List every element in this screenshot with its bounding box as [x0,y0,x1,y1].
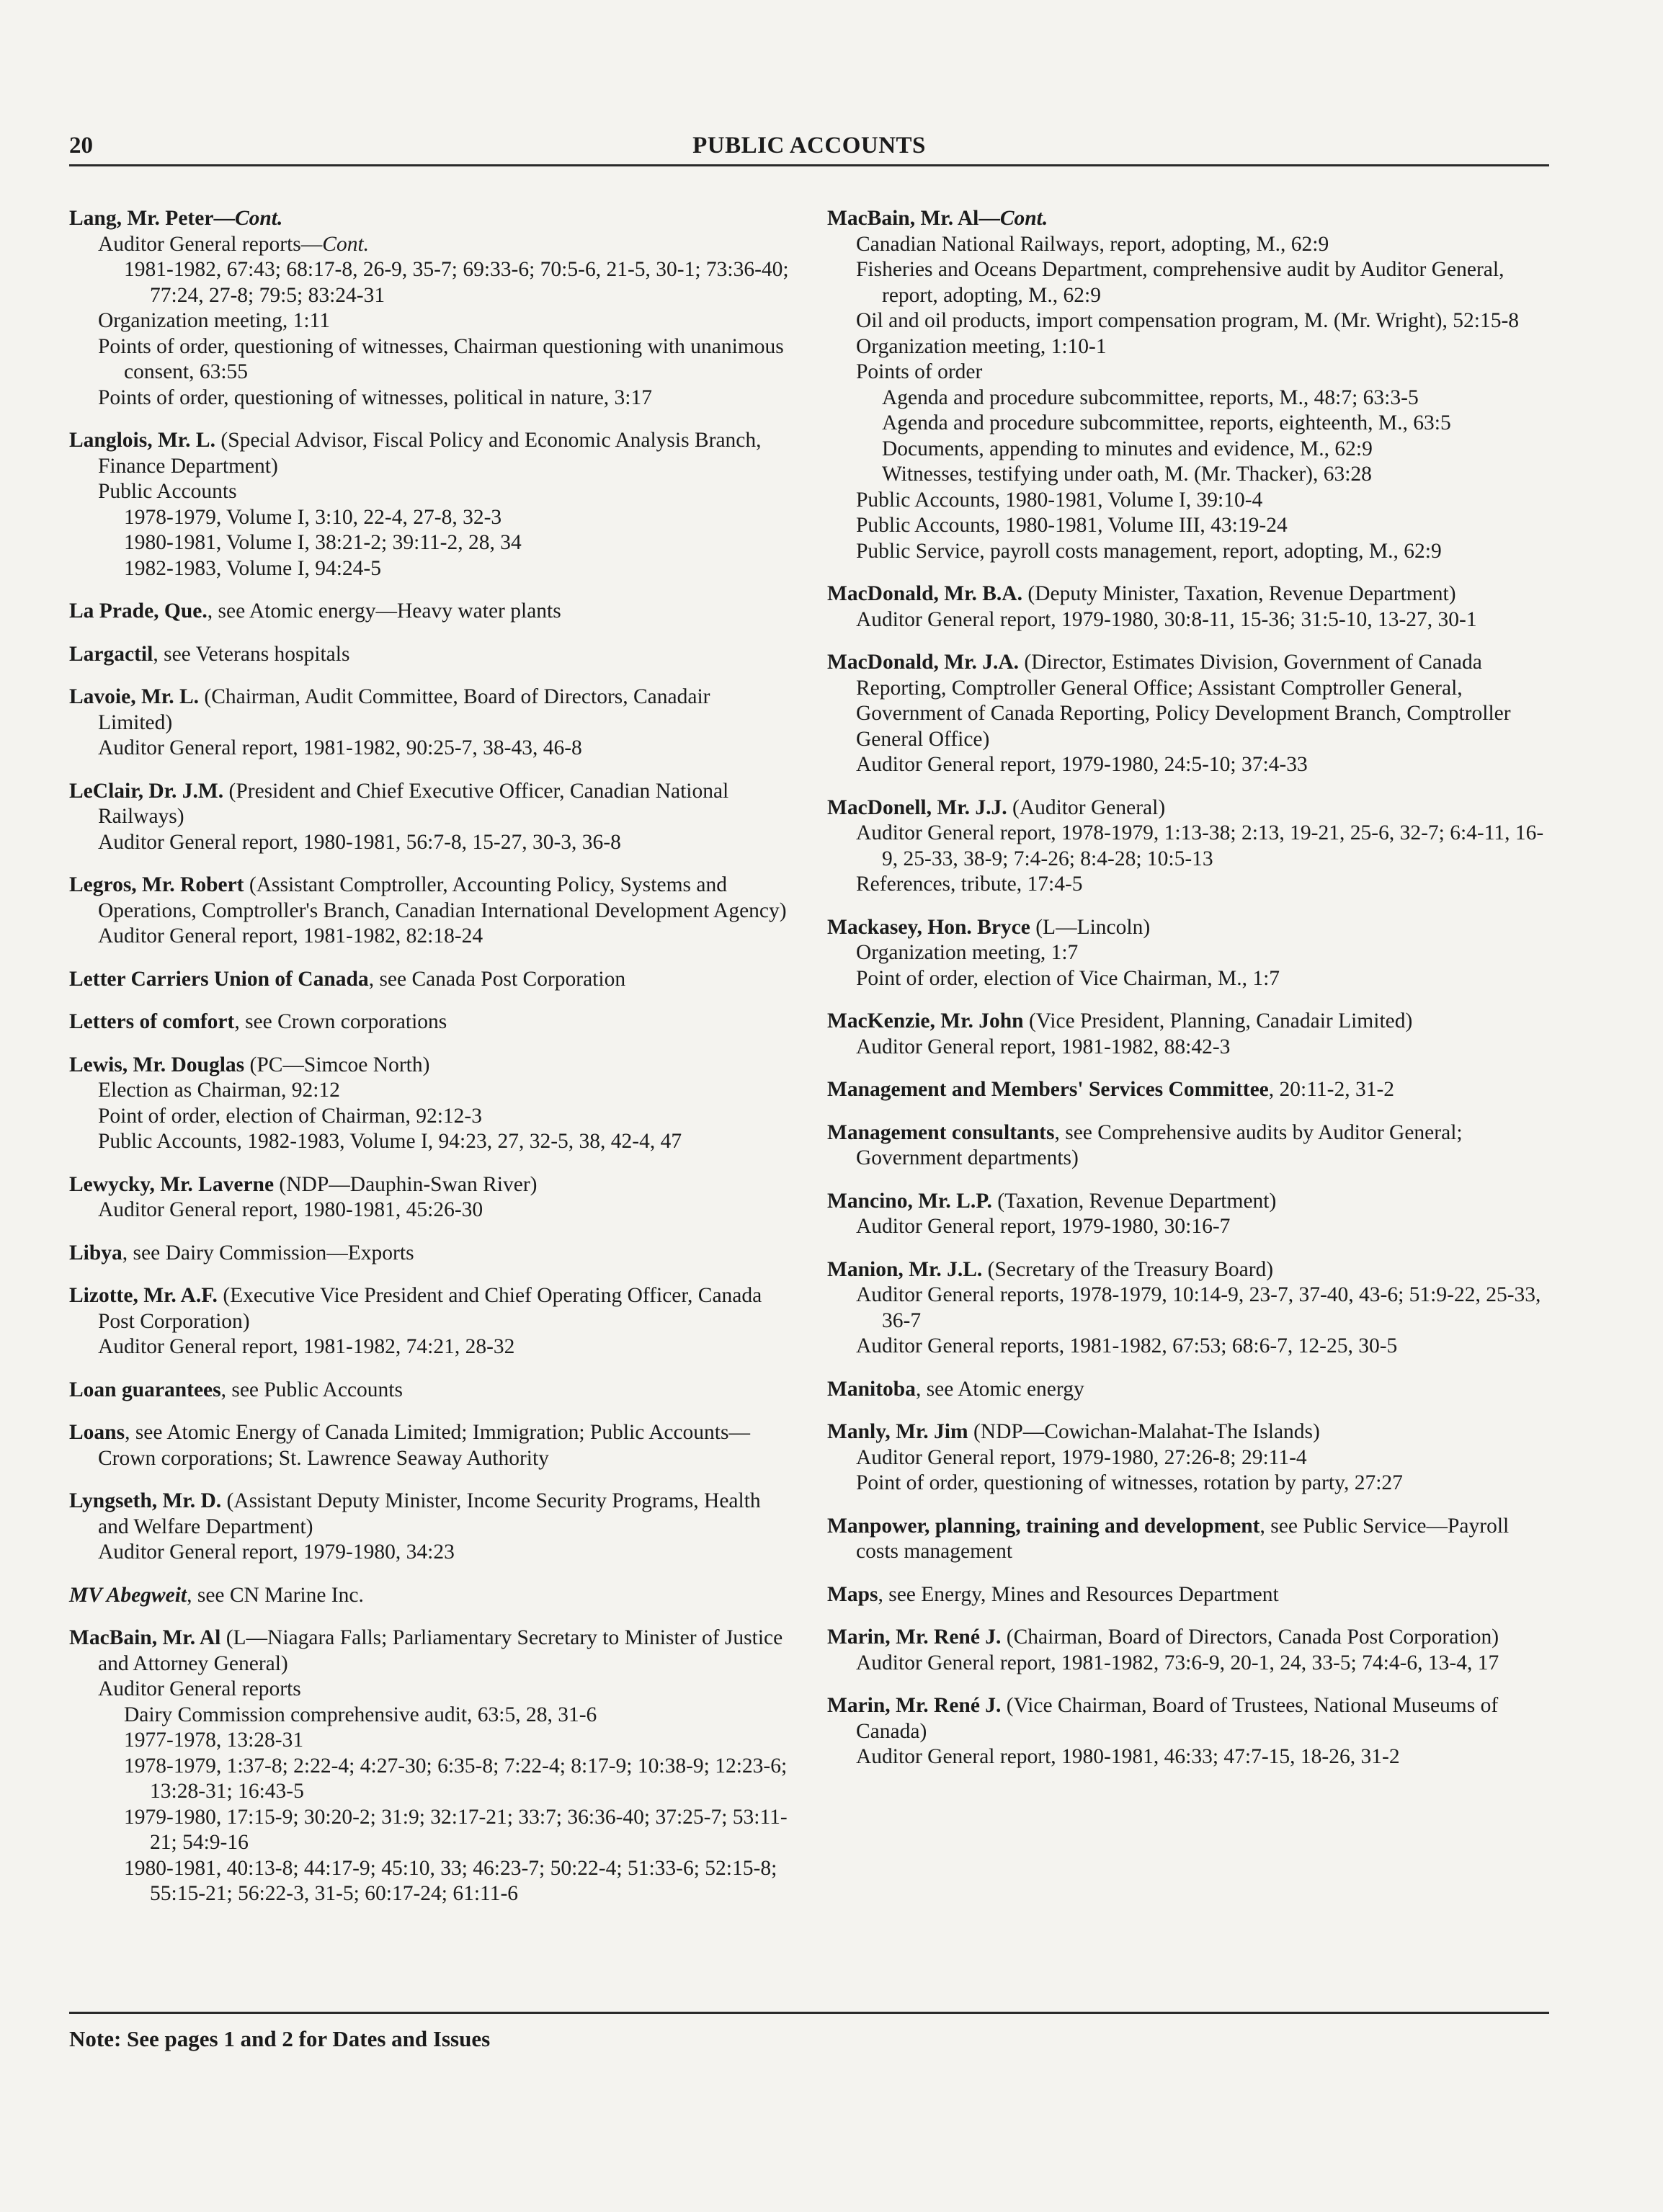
subentry [69,308,790,334]
left-index-column [69,206,790,1925]
subentry [69,1078,790,1104]
entry-heading [827,1189,1555,1215]
subentry [827,1334,1555,1360]
entry-name: Lewycky, Mr. Laverne [69,1172,275,1196]
subentry [827,821,1555,872]
entry-description: (NDP—Cowichan-Malahat-The Islands) [968,1420,1320,1443]
entry-name: Marin, Mr. René J. [827,1625,1002,1649]
subentry [69,257,790,308]
index-entry [69,642,790,668]
index-entry [69,1009,790,1035]
subentry [69,479,790,505]
entry-description: (Secretary of the Treasury Board) [982,1257,1274,1281]
subentry-text: Auditor General report, 1981-1982, 90:25-7, 38-43, 46-8 [98,736,582,759]
index-entry [827,1120,1555,1172]
index-entry [69,1420,790,1471]
subentry [69,1129,790,1155]
subentry-text: Auditor General report, 1978-1979, 1:13-38; 2:13, 19-21, 25-6, 32-7; 6:4-11, 16-9, 25-33, 38-9; 7:4-26; 8:4-28; 10:5-13 [856,821,1544,870]
subentry-text: 1980-1981, 40:13-8; 44:17-9; 45:10, 33; 46:23-7; 50:22-4; 51:33-6; 52:15-8; 55:15-21; 56:22-3, 31-5; 60:17-24; 61:11-6 [124,1856,777,1905]
subentry-text: 1982-1983, Volume I, 94:24-5 [124,556,381,580]
subentry-text: Point of order, election of Chairman, 92:12-3 [98,1104,482,1128]
subentry [827,539,1555,565]
entry-heading [827,206,1555,232]
entry-description: (Chairman, Board of Directors, Canada Post Corporation) [1001,1625,1499,1649]
index-entry [69,1378,790,1404]
subentry [69,1198,790,1223]
page-header [69,130,1549,166]
entry-description: , see Comprehensive audits by Auditor General; Government departments) [856,1120,1463,1169]
entry-name: Manion, Mr. J.L. [827,1257,983,1281]
subentry-text: Auditor General report, 1980-1981, 45:26-30 [98,1198,483,1221]
subentry [69,736,790,762]
entry-description: , 20:11-2, 31-2 [1268,1078,1395,1101]
subentry [69,1334,790,1360]
subentry [69,1703,790,1729]
subentry-text: Point of order, election of Vice Chairman, M., 1:7 [856,966,1280,990]
subentry [827,437,1555,463]
entry-heading [827,581,1555,607]
entry-name: Lizotte, Mr. A.F. [69,1284,218,1307]
entry-description: (Deputy Minister, Taxation, Revenue Department) [1022,582,1456,605]
entry-name: Loans [69,1421,125,1444]
subentry-text: Public Accounts, 1982-1983, Volume I, 94:23, 27, 32-5, 38, 42-4, 47 [98,1130,682,1153]
index-entry [827,915,1555,992]
subentry-text: Auditor General reports, 1978-1979, 10:14-9, 23-7, 37-40, 43-6; 51:9-22, 25-33, 36-7 [856,1283,1541,1332]
subentry-text: Auditor General reports [98,1677,301,1700]
subentry [69,830,790,856]
entry-heading [827,1625,1555,1651]
index-entry [827,1257,1555,1360]
subentry [69,1677,790,1703]
entry-heading [69,684,790,736]
entry-heading [69,599,790,625]
index-entry [69,684,790,762]
subentry-text: 1977-1978, 13:28-31 [124,1729,304,1752]
entry-description: (Executive Vice President and Chief Operating Officer, Canada Post Corporation) [98,1284,762,1333]
entry-description: (L—Lincoln) [1030,915,1151,939]
entry-description: (Chairman, Audit Committee, Board of Directors, Canadair Limited) [98,685,710,734]
entry-heading [69,1241,790,1267]
subentry [827,385,1555,411]
entry-heading [69,428,790,479]
subentry-text: 1981-1982, 67:43; 68:17-8, 26-9, 35-7; 69:33-6; 70:5-6, 21-5, 30-1; 73:36-40; 77:24, 27-8; 79:5; 83:24-31 [124,258,789,307]
entry-heading [69,206,790,232]
index-entry [69,1583,790,1609]
entry-heading [827,1377,1555,1403]
entry-heading [69,1378,790,1404]
subentry-text: Auditor General report, 1979-1980, 27:26-8; 29:11-4 [856,1445,1307,1469]
entry-name: Letter Carriers Union of Canada [69,967,369,991]
entry-heading [827,1077,1555,1103]
entry-name: Maps [827,1582,878,1606]
subentry-text: Organization meeting, 1:10-1 [856,334,1107,358]
subentry [827,1035,1555,1061]
subentry-text: 1979-1980, 17:15-9; 30:20-2; 31:9; 32:17-21; 33:7; 36:36-40; 37:25-7; 53:11-21; 54:9-16 [124,1805,788,1854]
subentry [69,1754,790,1805]
subentry [827,1214,1555,1240]
entry-name: MacDonald, Mr. B.A. [827,582,1022,605]
entry-name: Libya [69,1241,122,1265]
entry-heading [827,1514,1555,1565]
subentry [827,607,1555,633]
subentry-text: Oil and oil products, import compensation program, M. (Mr. Wright), 52:15-8 [856,309,1520,332]
entry-description: , see Atomic energy—Heavy water plants [207,599,561,623]
entry-heading [69,642,790,668]
subentry-text: Auditor General report, 1981-1982, 73:6-9, 20-1, 24, 33-5; 74:4-6, 13-4, 17 [856,1651,1499,1674]
subentry-text: Auditor General report, 1979-1980, 30:8-11, 15-36; 31:5-10, 13-27, 30-1 [856,607,1477,631]
subentry-text: 1980-1981, Volume I, 38:21-2; 39:11-2, 28, 34 [124,531,522,554]
subentry [69,334,790,385]
subentry-text: Auditor General report, 1981-1982, 82:18-24 [98,924,483,947]
index-entry [69,873,790,950]
entry-name: Management and Members' Services Committee [827,1078,1269,1101]
entry-name: MacKenzie, Mr. John [827,1009,1024,1033]
entry-description: (President and Chief Executive Officer, Canadian National Railways) [98,779,729,828]
entry-heading [827,915,1555,941]
entry-heading [827,1582,1555,1608]
subentry-text: Points of order, questioning of witnesses, political in nature, 3:17 [98,385,652,409]
subentry-text: Documents, appending to minutes and evidence, M., 62:9 [882,437,1373,460]
index-entry [827,581,1555,633]
entry-heading [69,1283,790,1334]
entry-heading [827,1009,1555,1035]
entry-heading [69,1583,790,1609]
subentry [69,1540,790,1566]
subentry [69,556,790,582]
entry-heading [69,1489,790,1540]
subentry-text: Public Accounts, 1980-1981, Volume III, 43:19-24 [856,514,1288,537]
entry-description: (Special Advisor, Fiscal Policy and Economic Analysis Branch, Finance Department) [98,429,762,478]
subentry [827,940,1555,966]
entry-name: MacDonell, Mr. J.J. [827,795,1007,819]
subentry [827,334,1555,360]
subentry-text: Agenda and procedure subcommittee, reports, M., 48:7; 63:3-5 [882,385,1419,409]
entry-description: , see CN Marine Inc. [187,1583,364,1607]
subentry-text: Canadian National Railways, report, adopting, M., 62:9 [856,232,1329,256]
entry-description: (Taxation, Revenue Department) [991,1189,1277,1213]
continued-label: Cont. [999,207,1048,230]
subentry-text: Dairy Commission comprehensive audit, 63:5, 28, 31-6 [124,1703,597,1726]
entry-description: , see Public Service—Payroll costs management [856,1514,1510,1563]
entry-name: Mackasey, Hon. Bryce [827,915,1030,939]
subentry-text: Public Accounts, 1980-1981, Volume I, 39:10-4 [856,488,1263,512]
entry-heading [69,873,790,924]
index-entry [69,779,790,856]
right-index-column [827,206,1555,1788]
index-entry [827,1693,1555,1770]
subentry [827,513,1555,539]
index-entry [69,428,790,581]
index-entry [69,1241,790,1267]
continued-label: Cont. [322,232,370,256]
entry-heading [69,967,790,993]
subentry-text: Organization meeting, 1:11 [98,309,330,332]
entry-name: MV Abegweit [69,1583,187,1607]
entry-name: Legros, Mr. Robert [69,873,244,896]
entry-name: Manpower, planning, training and development [827,1514,1260,1538]
subentry [827,488,1555,514]
subentry-text: Points of order, questioning of witnesses, Chairman questioning with unanimous consent, 63:55 [98,334,784,383]
entry-description: , see Atomic Energy of Canada Limited; Immigration; Public Accounts—Crown corporations; St. Lawrence Seaway Authority [98,1421,750,1470]
index-entry [827,206,1555,564]
subentry-text: Auditor General report, 1981-1982, 88:42-3 [856,1035,1231,1058]
entry-description: (Vice Chairman, Board of Trustees, National Museums of Canada) [856,1694,1499,1743]
subentry [827,1744,1555,1770]
entry-description: (NDP—Dauphin-Swan River) [274,1172,538,1196]
subentry-text: Witnesses, testifying under oath, M. (Mr. Thacker), 63:28 [882,463,1372,486]
index-entry [827,650,1555,778]
subentry-text: Auditor General report, 1979-1980, 24:5-10; 37:4-33 [856,753,1308,776]
entry-name: Manitoba [827,1377,916,1401]
subentry [69,385,790,411]
entry-description: , see Public Accounts [220,1378,403,1401]
entry-name: LeClair, Dr. J.M. [69,779,224,803]
entry-heading [827,1419,1555,1445]
entry-name: Loan guarantees [69,1378,221,1401]
entry-name: Marin, Mr. René J. [827,1694,1002,1717]
entry-heading [69,1172,790,1198]
subentry-text: Auditor General report, 1980-1981, 46:33; 47:7-15, 18-26, 31-2 [856,1745,1400,1768]
subentry-text: Auditor General report, 1981-1982, 74:21, 28-32 [98,1335,515,1358]
subentry [69,1104,790,1130]
index-entry [827,1514,1555,1565]
subentry [69,1856,790,1907]
entry-name: Mancino, Mr. L.P. [827,1189,992,1213]
subentry [827,257,1555,308]
index-entry [827,795,1555,898]
entry-name: Lewis, Mr. Douglas [69,1053,245,1076]
subentry-text: Auditor General reports, 1981-1982, 67:53; 68:6-7, 12-25, 30-5 [856,1334,1398,1357]
subentry-text: Public Service, payroll costs management, report, adopting, M., 62:9 [856,539,1442,563]
entry-heading [69,1009,790,1035]
entry-name: Lavoie, Mr. L. [69,685,199,708]
entry-description: (Vice President, Planning, Canadair Limited) [1023,1009,1413,1033]
entry-name: Letters of comfort [69,1010,235,1033]
entry-heading [827,1693,1555,1744]
subentry-text: Fisheries and Oceans Department, comprehensive audit by Auditor General, report, adopting, M., 62:9 [856,258,1504,307]
entry-name-dash: — [978,207,1000,230]
subentry [827,462,1555,488]
index-entry [827,1189,1555,1240]
index-entry [69,1172,790,1223]
subentry-text: Organization meeting, 1:7 [856,941,1079,964]
subentry-text: Auditor General report, 1979-1980, 30:16-7 [856,1215,1231,1238]
subentry-text: Election as Chairman, 92:12 [98,1079,340,1102]
entry-heading [69,1053,790,1079]
index-entry [827,1419,1555,1497]
entry-description: (L—Niagara Falls; Parliamentary Secretary to Minister of Justice and Attorney General) [98,1626,783,1675]
running-head: PUBLIC ACCOUNTS [692,133,926,159]
entry-description: , see Energy, Mines and Resources Department [878,1582,1279,1606]
subentry-text: 1978-1979, 1:37-8; 2:22-4; 4:27-30; 6:35-8; 7:22-4; 8:17-9; 10:38-9; 12:23-6; 13:28-31; 16:43-5 [124,1754,788,1803]
index-entry [827,1625,1555,1676]
index-entry [69,206,790,411]
entry-name-dash: — [213,207,235,230]
entry-heading [827,650,1555,752]
entry-description: (Auditor General) [1007,795,1166,819]
entry-heading [827,795,1555,821]
subentry-text: Points of order [856,360,983,383]
entry-heading [69,1420,790,1471]
subentry [69,232,790,258]
entry-name: MacBain, Mr. Al [69,1626,221,1649]
subentry-text: Agenda and procedure subcommittee, reports, eighteenth, M., 63:5 [882,411,1451,434]
entry-name: MacDonald, Mr. J.A. [827,651,1020,674]
index-entry [69,599,790,625]
entry-description: , see Dairy Commission—Exports [122,1241,414,1265]
index-entry [827,1377,1555,1403]
index-entry [827,1582,1555,1608]
entry-heading [827,1257,1555,1283]
continued-label: Cont. [234,207,283,230]
subentry-text: Auditor General reports— [98,232,323,256]
subentry-text: Public Accounts [98,480,237,503]
subentry [827,1651,1555,1677]
entry-name: Management consultants [827,1120,1055,1144]
index-entry [69,1053,790,1155]
index-entry [69,1489,790,1566]
subentry-text: Auditor General report, 1979-1980, 34:23 [98,1540,455,1564]
entry-name: Lang, Mr. Peter [69,207,214,230]
entry-description: , see Crown corporations [234,1010,447,1033]
entry-description: (Assistant Deputy Minister, Income Security Programs, Health and Welfare Department) [98,1489,761,1538]
subentry [827,872,1555,898]
subentry [827,232,1555,258]
index-entry [69,1625,790,1907]
subentry [827,360,1555,385]
page-number: 20 [69,133,93,159]
entry-description: , see Atomic energy [915,1377,1084,1401]
footer-rule [69,2012,1549,2014]
entry-name: Lyngseth, Mr. D. [69,1489,222,1512]
subentry [827,1283,1555,1334]
entry-description: , see Canada Post Corporation [368,967,626,991]
entry-description: (Assistant Comptroller, Accounting Policy, Systems and Operations, Comptroller's Branch, Canadian International Development Agency) [98,873,787,922]
entry-heading [69,779,790,830]
subentry-text: Auditor General report, 1980-1981, 56:7-8, 15-27, 30-3, 36-8 [98,830,621,854]
footer-note: Note: See pages 1 and 2 for Dates and Issues [69,2026,491,2051]
index-entry [69,967,790,993]
entry-name: Manly, Mr. Jim [827,1420,968,1443]
subentry [827,752,1555,778]
entry-description: (PC—Simcoe North) [244,1053,430,1076]
subentry-text: Point of order, questioning of witnesses, rotation by party, 27:27 [856,1471,1403,1494]
entry-heading [827,1120,1555,1172]
entry-name: Largactil [69,642,153,666]
subentry [69,1805,790,1856]
index-entry [827,1009,1555,1060]
subentry [69,505,790,531]
index-entry [69,1283,790,1360]
subentry [827,308,1555,334]
subentry-text: 1978-1979, Volume I, 3:10, 22-4, 27-8, 32-3 [124,505,502,529]
subentry [827,966,1555,992]
index-entry [827,1077,1555,1103]
entry-name: La Prade, Que. [69,599,208,623]
subentry [827,1471,1555,1497]
entry-name: MacBain, Mr. Al [827,207,979,230]
entry-name: Langlois, Mr. L. [69,429,215,452]
subentry [69,924,790,950]
subentry [827,411,1555,437]
entry-heading [69,1625,790,1677]
entry-description: (Director, Estimates Division, Government of Canada Reporting, Comptroller General Office; Assistant Comptroller General, Government of Canada Reporting, Policy Development Branch, Comptroller General Office) [856,651,1511,751]
entry-description: , see Veterans hospitals [153,642,350,666]
subentry [827,1445,1555,1471]
subentry [69,530,790,556]
subentry [69,1728,790,1754]
subentry-text: References, tribute, 17:4-5 [856,873,1083,896]
